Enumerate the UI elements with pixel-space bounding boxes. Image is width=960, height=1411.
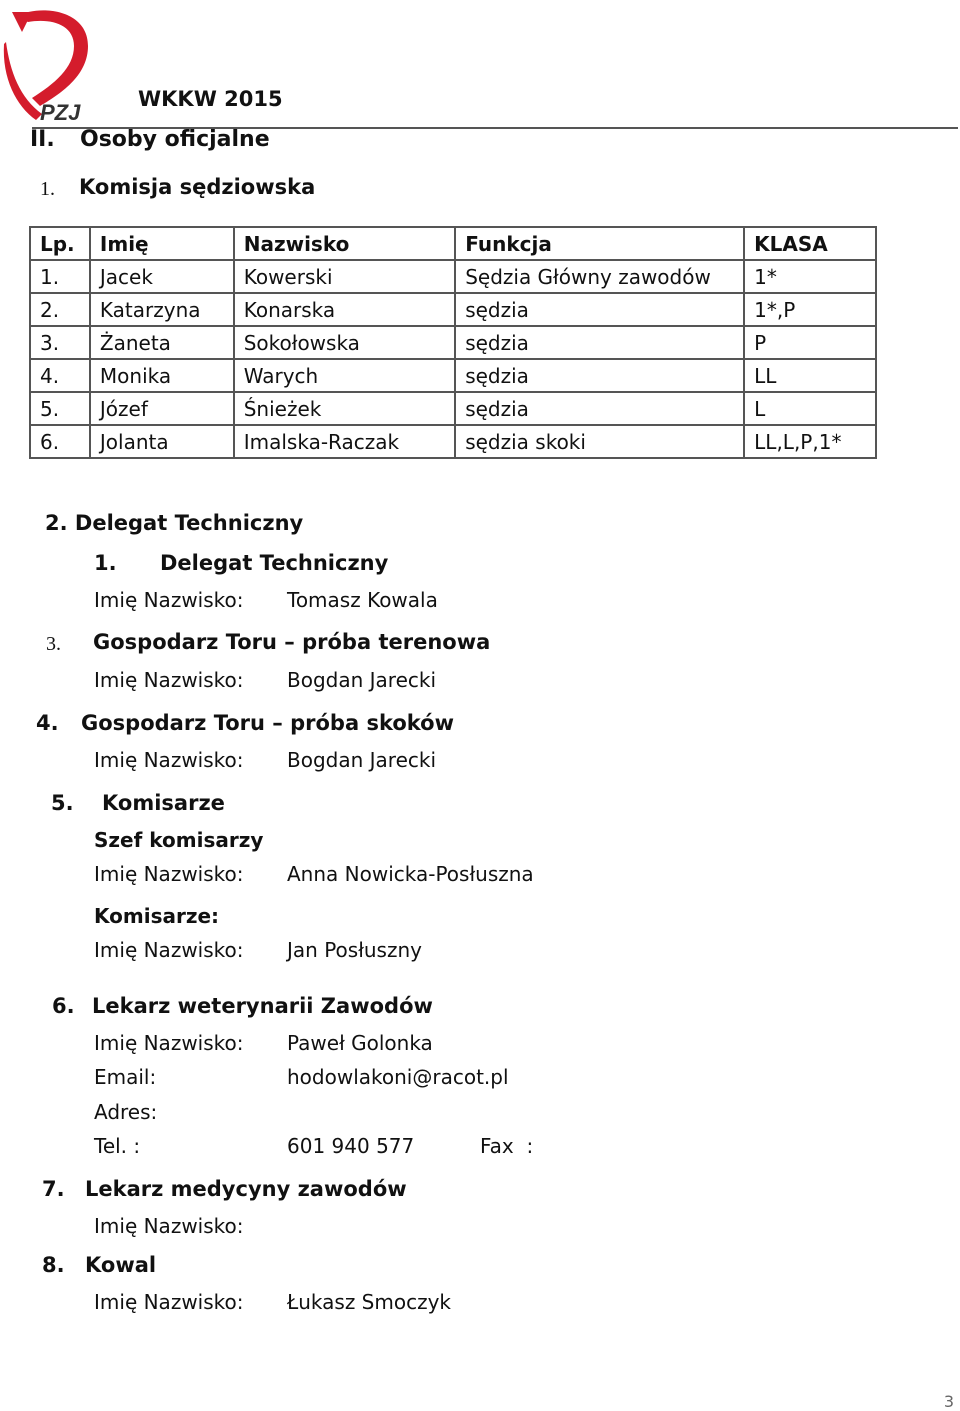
column-header: KLASA xyxy=(744,227,876,260)
s8-name-label: Imię Nazwisko: xyxy=(94,1290,244,1314)
table-cell: Józef xyxy=(90,392,234,425)
s4-title: Gospodarz Toru – próba skoków xyxy=(81,711,454,735)
s7-title: Lekarz medycyny zawodów xyxy=(85,1177,407,1201)
table-cell: Śnieżek xyxy=(234,392,455,425)
table-cell: Żaneta xyxy=(90,326,234,359)
s2-sub-number: 1. xyxy=(94,551,117,575)
page-number: 3 xyxy=(943,1392,954,1411)
s5-stewards-label: Imię Nazwisko: xyxy=(94,938,244,962)
s6-tel-value: 601 940 577 xyxy=(287,1134,415,1158)
table-cell: sędzia xyxy=(455,392,744,425)
s7-number: 7. xyxy=(42,1177,65,1201)
s5-chief-label: Imię Nazwisko: xyxy=(94,862,244,886)
column-header: Imię xyxy=(90,227,234,260)
s2-name-value: Tomasz Kowala xyxy=(287,588,438,612)
table-cell: Monika xyxy=(90,359,234,392)
table-cell: LL,L,P,1* xyxy=(744,425,876,458)
table-row xyxy=(30,425,876,458)
s6-email-value[interactable]: hodowlakoni@racot.pl xyxy=(287,1065,509,1089)
s8-title: Kowal xyxy=(85,1253,157,1277)
table-cell: Katarzyna xyxy=(90,293,234,326)
judges-table xyxy=(29,226,877,459)
s6-tel-label: Tel. : xyxy=(94,1134,141,1158)
s5-stewards-name: Jan Posłuszny xyxy=(287,938,422,962)
s5-title: Komisarze xyxy=(102,791,225,815)
s3-name-value: Bogdan Jarecki xyxy=(287,668,437,692)
table-row xyxy=(30,293,876,326)
s7-name-label: Imię Nazwisko: xyxy=(94,1214,244,1238)
table-cell: Jacek xyxy=(90,260,234,293)
column-header: Funkcja xyxy=(455,227,744,260)
table-cell: Sokołowska xyxy=(234,326,455,359)
s1-title: Komisja sędziowska xyxy=(79,175,316,199)
s6-name-label: Imię Nazwisko: xyxy=(94,1031,244,1055)
table-row xyxy=(30,392,876,425)
table-cell: 2. xyxy=(30,293,90,326)
s8-name-value: Łukasz Smoczyk xyxy=(287,1290,452,1314)
column-header: Nazwisko xyxy=(234,227,455,260)
table-cell: P xyxy=(744,326,876,359)
table-cell: 1. xyxy=(30,260,90,293)
s5-chief-name: Anna Nowicka-Posłuszna xyxy=(287,862,534,886)
table-cell: Jolanta xyxy=(90,425,234,458)
table-cell: 3. xyxy=(30,326,90,359)
s3-number: 3. xyxy=(46,633,61,655)
table-cell: sędzia skoki xyxy=(455,425,744,458)
s6-fax-label: Fax : xyxy=(480,1134,534,1158)
table-cell: 1*,P xyxy=(744,293,876,326)
table-cell: Kowerski xyxy=(234,260,455,293)
s4-name-value: Bogdan Jarecki xyxy=(287,748,437,772)
section-title: Osoby oficjalne xyxy=(80,127,270,152)
s2-title: 2. Delegat Techniczny xyxy=(45,511,304,535)
document-header-title: WKKW 2015 xyxy=(138,87,283,111)
table-cell: 6. xyxy=(30,425,90,458)
s2-name-label: Imię Nazwisko: xyxy=(94,588,244,612)
table-cell: sędzia xyxy=(455,293,744,326)
table-cell: 4. xyxy=(30,359,90,392)
table-cell: 1* xyxy=(744,260,876,293)
table-cell: sędzia xyxy=(455,326,744,359)
table-cell: 5. xyxy=(30,392,90,425)
table-cell: Konarska xyxy=(234,293,455,326)
s3-name-label: Imię Nazwisko: xyxy=(94,668,244,692)
s6-title: Lekarz weterynarii Zawodów xyxy=(92,994,433,1018)
table-row xyxy=(30,326,876,359)
s4-name-label: Imię Nazwisko: xyxy=(94,748,244,772)
s6-address-label: Adres: xyxy=(94,1100,158,1124)
s6-number: 6. xyxy=(52,994,75,1018)
table-cell: Imalska-Raczak xyxy=(234,425,455,458)
table-header-row xyxy=(30,227,876,260)
section-number: II. xyxy=(30,127,55,152)
s2-sub-title: Delegat Techniczny xyxy=(160,551,389,575)
table-cell: L xyxy=(744,392,876,425)
s6-name-value: Paweł Golonka xyxy=(287,1031,433,1055)
s1-number: 1. xyxy=(40,178,55,200)
s6-email-label: Email: xyxy=(94,1065,157,1089)
s5-chief-title: Szef komisarzy xyxy=(94,828,264,852)
table-cell: Warych xyxy=(234,359,455,392)
s4-number: 4. xyxy=(36,711,59,735)
s3-title: Gospodarz Toru – próba terenowa xyxy=(93,630,491,654)
table-row xyxy=(30,359,876,392)
s8-number: 8. xyxy=(42,1253,65,1277)
table-cell: Sędzia Główny zawodów xyxy=(455,260,744,293)
column-header: Lp. xyxy=(30,227,90,260)
logo-text: PZJ xyxy=(40,100,81,124)
table-cell: sędzia xyxy=(455,359,744,392)
s5-number: 5. xyxy=(51,791,74,815)
pzj-logo xyxy=(2,2,92,124)
table-cell: LL xyxy=(744,359,876,392)
table-row xyxy=(30,260,876,293)
s5-stewards-title: Komisarze: xyxy=(94,904,220,928)
